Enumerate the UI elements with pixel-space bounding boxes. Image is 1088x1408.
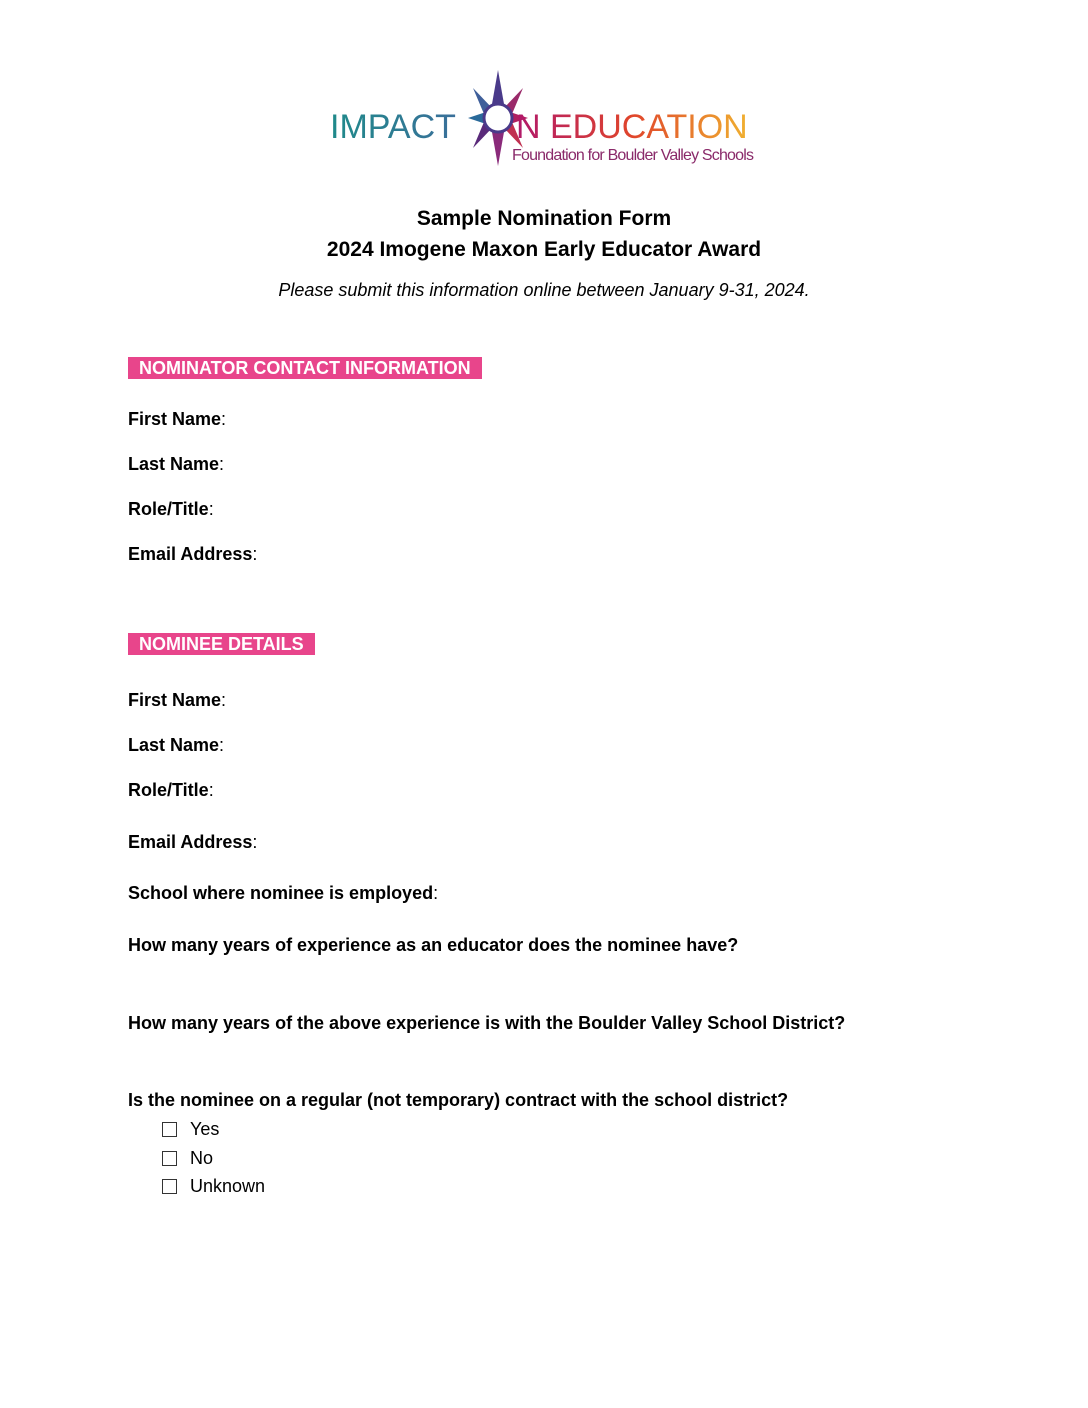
option-yes-label: Yes	[190, 1119, 220, 1139]
checkbox-no[interactable]	[162, 1151, 177, 1166]
option-yes[interactable]	[162, 1119, 219, 1140]
logo-text-impact: IMPACT	[330, 108, 456, 146]
nominator-section-heading: NOMINATOR CONTACT INFORMATION	[128, 357, 482, 379]
nominator-first-name-label: First Name:	[128, 409, 227, 429]
submission-instructions: Please submit this information online between January 9-31, 2024.	[278, 280, 810, 300]
impact-on-education-logo	[330, 66, 760, 172]
nominee-role-label: Role/Title:	[128, 780, 214, 800]
checkbox-unknown[interactable]	[162, 1179, 177, 1194]
nominator-role-label: Role/Title:	[128, 499, 214, 519]
logo-tagline: Foundation for Boulder Valley Schools	[512, 147, 754, 164]
award-title: 2024 Imogene Maxon Early Educator Award	[326, 238, 762, 261]
nominee-last-name-label: Last Name:	[128, 735, 225, 755]
option-no[interactable]	[162, 1148, 213, 1169]
nominee-section-heading: NOMINEE DETAILS	[128, 633, 315, 655]
question-contract-type: Is the nominee on a regular (not temporary) contract with the school district?	[128, 1090, 789, 1110]
nominee-email-label: Email Address:	[128, 832, 258, 852]
nominator-email-label: Email Address:	[128, 544, 258, 564]
checkbox-yes[interactable]	[162, 1122, 177, 1137]
nominee-first-name-label: First Name:	[128, 690, 227, 710]
option-unknown-label: Unknown	[190, 1176, 266, 1196]
option-unknown[interactable]	[162, 1176, 265, 1197]
nominee-school-label: School where nominee is employed:	[128, 883, 439, 903]
question-years-bvsd: How many years of the above experience is with the Boulder Valley School District?	[128, 1013, 846, 1033]
page-title: Sample Nomination Form	[416, 207, 672, 230]
option-no-label: No	[190, 1148, 214, 1168]
question-years-experience: How many years of experience as an educator does the nominee have?	[128, 935, 739, 955]
nominator-last-name-label: Last Name:	[128, 454, 225, 474]
logo-text-education: N EDUCATION	[516, 108, 748, 146]
